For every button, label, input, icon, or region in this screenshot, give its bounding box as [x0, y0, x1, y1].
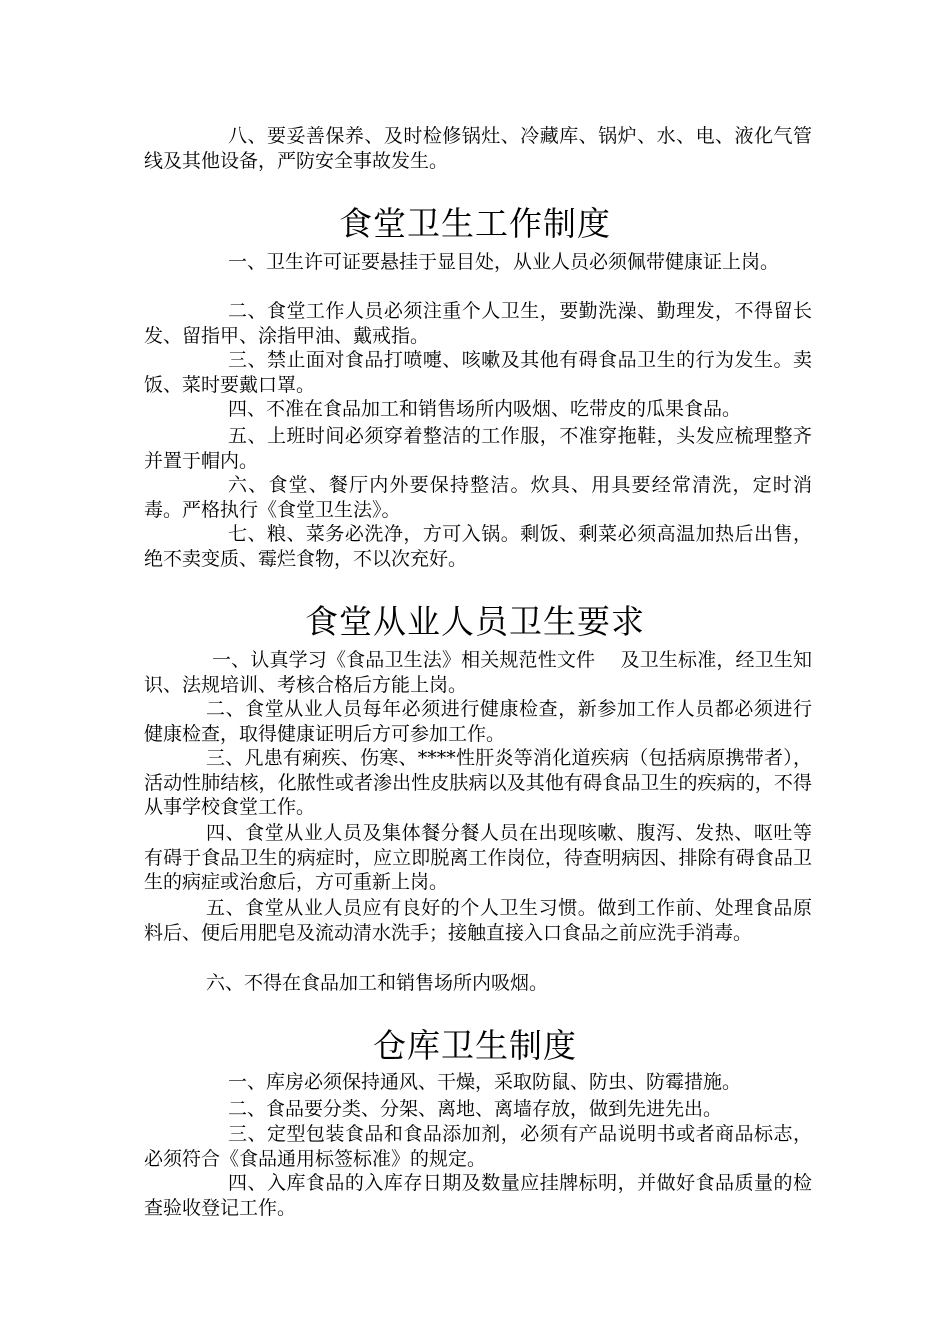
paragraph: 四、不准在食品加工和销售场所内吸烟、吃带皮的瓜果食品。 [228, 398, 742, 420]
paragraph: 五、食堂从业人员应有良好的个人卫生习惯。做到工作前、处理食品原料后、便后用肥皂及流动清水洗手；接触直接入口食品之前应洗手消毒。 [144, 897, 812, 944]
paragraph: 一、认真学习《食品卫生法》相关规范性文件 及卫生标准，经卫生知识、法规培训、考核合格后方能上岗。 [144, 649, 812, 696]
section-title: 食堂从业人员卫生要求 [305, 602, 645, 641]
paragraph: 五、上班时间必须穿着整洁的工作服，不准穿拖鞋，头发应梳理整齐并置于帽内。 [144, 425, 812, 472]
paragraph: 二、食堂从业人员每年必须进行健康检查，新参加工作人员都必须进行健康检查，取得健康证明后方可参加工作。 [144, 698, 812, 745]
paragraph: 八、要妥善保养、及时检修锅灶、冷藏库、锅炉、水、电、液化气管线及其他设备，严防安全事故发生。 [144, 125, 812, 172]
paragraph: 三、禁止面对食品打喷嚏、咳嗽及其他有碍食品卫生的行为发生。卖饭、菜时要戴口罩。 [144, 349, 812, 396]
section-title: 仓库卫生制度 [373, 1026, 577, 1065]
paragraph: 一、卫生许可证要悬挂于显目处，从业人员必须佩带健康证上岗。 [228, 251, 780, 273]
paragraph: 四、食堂从业人员及集体餐分餐人员在出现咳嗽、腹泻、发热、呕吐等有碍于食品卫生的病症时，应立即脱离工作岗位，待查明病因、排除有碍食品卫生的病症或治愈后，方可重新上岗。 [144, 822, 812, 893]
paragraph: 二、食品要分类、分架、离地、离墙存放，做到先进先出。 [228, 1098, 723, 1120]
paragraph: 六、不得在食品加工和销售场所内吸烟。 [206, 972, 549, 994]
section-title: 食堂卫生工作制度 [339, 204, 611, 243]
paragraph: 七、粮、菜务必洗净，方可入锅。剩饭、剩菜必须高温加热后出售，绝不卖变质、霉烂食物，不以次充好。 [144, 523, 812, 570]
paragraph: 一、库房必须保持通风、干燥，采取防鼠、防虫、防霉措施。 [228, 1071, 742, 1093]
paragraph: 三、定型包装食品和食品添加剂，必须有产品说明书或者商品标志，必须符合《食品通用标签标准》的规定。 [144, 1123, 812, 1170]
paragraph: 三、凡患有痢疾、伤寒、****性肝炎等消化道疾病（包括病原携带者），活动性肺结核，化脓性或者渗出性皮肤病以及其他有碍食品卫生的疾病的，不得从事学校食堂工作。 [144, 747, 812, 818]
paragraph: 四、入库食品的入库存日期及数量应挂牌标明，并做好食品质量的检查验收登记工作。 [144, 1172, 812, 1219]
paragraph: 六、食堂、餐厅内外要保持整洁。炊具、用具要经常清洗，定时消毒。严格执行《食堂卫生法》。 [144, 474, 812, 521]
paragraph: 二、食堂工作人员必须注重个人卫生，要勤洗澡、勤理发，不得留长发、留指甲、涂指甲油、戴戒指。 [144, 300, 812, 347]
